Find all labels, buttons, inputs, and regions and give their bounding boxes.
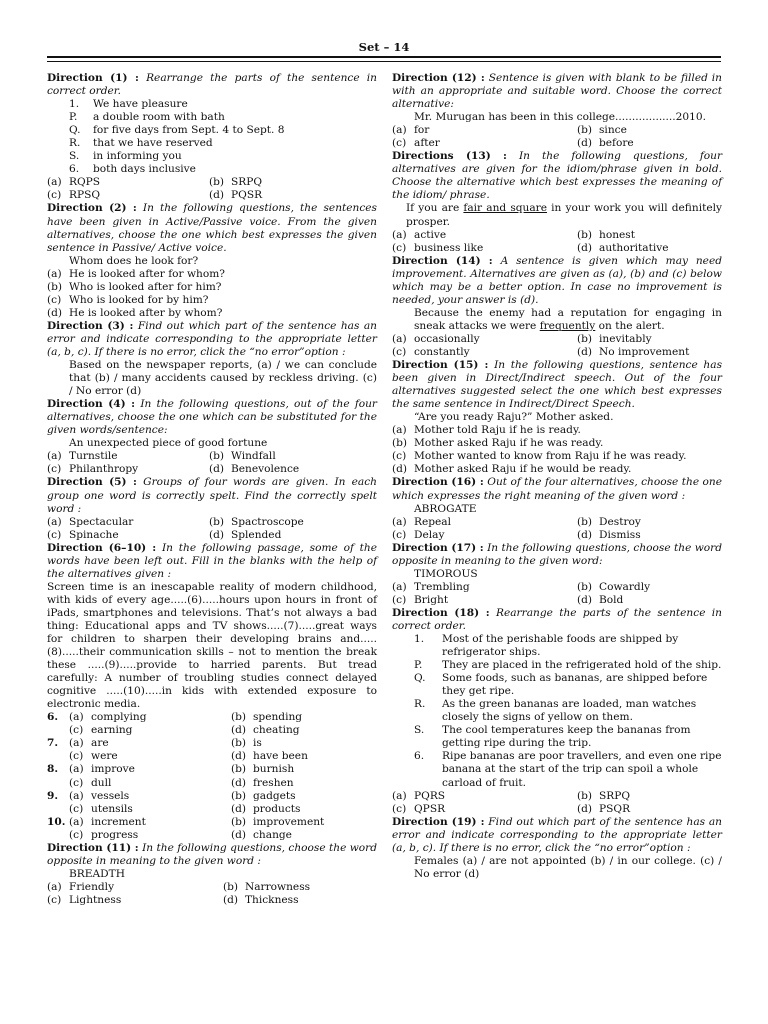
option-row bbox=[392, 594, 722, 607]
direction-text: Groups of four words are given. In each group one word is correctly spelt. Find the correctly spelt word : bbox=[47, 476, 377, 515]
option-row bbox=[392, 333, 722, 346]
direction-label: Direction (14) : bbox=[392, 254, 493, 267]
direction-1 bbox=[47, 72, 377, 98]
direction-text: In the following questions, four alternatives are given for the idiom/phrase given in bold. Choose the alternative which best expresses the meaning of the idiom/ phrase. bbox=[392, 150, 723, 202]
option-c[interactable]: (c) business like bbox=[392, 241, 484, 254]
option-b[interactable]: (b) Mother asked Raju if he was ready. bbox=[392, 437, 604, 450]
option-c[interactable]: (c) Philanthropy bbox=[47, 463, 139, 476]
direction-5 bbox=[47, 476, 377, 515]
direction-text: In the following questions, choose the word opposite in meaning to the given word: bbox=[392, 541, 723, 567]
option-d[interactable]: (d) before bbox=[577, 137, 634, 150]
part: 1. We have pleasure bbox=[69, 98, 188, 111]
question-stem: TIMOROUS bbox=[414, 567, 478, 580]
option-d[interactable]: (d) Benevolence bbox=[209, 463, 300, 476]
cloze-passage: Screen time is an inescapable reality of modern childhood, with kids of every age.....(6).....hours upon hours in front of iPads, smartphones and televisions. That’s not always a bad thing: Educational apps and TV shows.....(7).....great ways for children to sharpen their developing brains and.....(8).....their communication skills – not to mention the break these .....(9).....provide to harried parents. But tread carefully: A number of troubling studies connect delayed cognitive .....(10).....in kids with extended exposure to electronic media. bbox=[47, 580, 377, 711]
direction-text: In the following questions, choose the word opposite in meaning to the given word : bbox=[47, 841, 378, 867]
cloze-question-9: 9. (a) vessels (b) gadgets (c) utensils (d) products bbox=[47, 790, 377, 816]
question-stem: An unexpected piece of good fortune bbox=[69, 437, 268, 450]
option-b[interactable]: (b) Windfall bbox=[209, 450, 276, 463]
option-a[interactable]: (a) improve bbox=[69, 763, 135, 776]
option-c[interactable]: (c) were bbox=[69, 750, 118, 763]
direction-3 bbox=[47, 320, 377, 359]
part: R. that we have reserved bbox=[69, 137, 213, 150]
option-b[interactable]: (b) Narrowness bbox=[222, 880, 311, 893]
option-d[interactable]: (d) cheating bbox=[231, 724, 300, 737]
option-row bbox=[47, 529, 377, 542]
option-b[interactable]: (b) inevitably bbox=[577, 332, 652, 345]
option-c[interactable]: (c) Spinache bbox=[47, 528, 119, 541]
direction-text: Sentence is given with blank to be filled in with an appropriate and suitable word. Choose the correct alternative: bbox=[392, 72, 722, 111]
direction-label: Directions (13) : bbox=[392, 150, 507, 163]
option-b[interactable]: (b) Spactroscope bbox=[209, 515, 304, 528]
direction-text: Find out which part of the sentence has an error and indicate corresponding to the appropriate letter (a, b, c). If there is no error, click the “no error”option : bbox=[47, 319, 377, 358]
question-stem: If you are fair and square in your work you will definitely prosper. bbox=[406, 202, 722, 228]
question-stem: BREADTH bbox=[69, 867, 125, 880]
option-row bbox=[47, 450, 377, 463]
option-b[interactable]: (b) SRPQ bbox=[577, 789, 631, 802]
option-a[interactable]: (a) Mother told Raju if he is ready. bbox=[392, 424, 581, 437]
right-column bbox=[392, 72, 722, 881]
option-c[interactable]: (c) Delay bbox=[392, 528, 445, 541]
option-c[interactable]: (c) RPSQ bbox=[47, 189, 101, 202]
option-d[interactable]: (d) freshen bbox=[231, 776, 294, 789]
direction-label: Direction (4) : bbox=[47, 398, 136, 411]
option-a[interactable]: (a) Repeal bbox=[392, 515, 452, 528]
option-row bbox=[47, 894, 377, 907]
option-row bbox=[392, 242, 722, 255]
option-row bbox=[392, 346, 722, 359]
question-stem: “Are you ready Raju?” Mother asked. bbox=[414, 411, 614, 424]
option-c[interactable]: (c) earning bbox=[69, 724, 133, 737]
option-a[interactable]: (a) Friendly bbox=[47, 880, 115, 893]
direction-16 bbox=[392, 476, 722, 502]
direction-text: In the following passage, some of the words have been left out. Fill in the blanks with the help of the alternatives given : bbox=[47, 541, 377, 580]
option-d[interactable]: (d) Dismiss bbox=[577, 528, 641, 541]
option-a[interactable]: (a) PQRS bbox=[392, 789, 446, 802]
option-d[interactable]: (d) have been bbox=[231, 750, 308, 763]
direction-text: Out of the four alternatives, choose the one which expresses the right meaning of the given word : bbox=[392, 476, 722, 502]
option-a[interactable]: (a) Spectacular bbox=[47, 515, 134, 528]
option-d[interactable]: (d) Mother asked Raju if he would be ready. bbox=[392, 463, 632, 476]
option-c[interactable]: (c) progress bbox=[69, 828, 139, 841]
direction-18 bbox=[392, 607, 722, 633]
direction-label: Direction (2) : bbox=[47, 202, 137, 215]
option-c[interactable]: (c) after bbox=[392, 137, 440, 150]
direction-text: In the following questions, the sentences have been given in Active/Passive voice. From the given alternatives, choose the one which best expresses the given sentence in Passive/ Active voice. bbox=[47, 202, 377, 254]
idiom-phrase: fair and square bbox=[463, 202, 548, 215]
option-row bbox=[47, 516, 377, 529]
option-row bbox=[392, 229, 722, 242]
option-row bbox=[392, 124, 722, 137]
option-d[interactable]: (d) change bbox=[231, 828, 292, 841]
option-d[interactable]: (d) He is looked after by whom? bbox=[47, 306, 223, 319]
direction-text: A sentence is given which may need improvement. Alternatives are given as (a), (b) and (c) below which may be a better option. In case no improvement is needed, your answer is (d). bbox=[392, 254, 722, 306]
direction-label: Direction (12) : bbox=[392, 72, 485, 84]
option-b[interactable]: (b) SRPQ bbox=[209, 176, 263, 189]
part: P. a double room with bath bbox=[69, 111, 225, 124]
part: Q. for five days from Sept. 4 to Sept. 8 bbox=[69, 124, 285, 137]
option-a[interactable]: (a) Trembling bbox=[392, 580, 470, 593]
direction-2 bbox=[47, 202, 377, 254]
option-d[interactable]: (d) products bbox=[231, 802, 301, 815]
direction-label: Direction (18) : bbox=[392, 606, 490, 619]
direction-label: Direction (5) : bbox=[47, 476, 137, 489]
option-row bbox=[392, 137, 722, 150]
option-a[interactable]: (a) are bbox=[69, 737, 109, 750]
direction-label: Direction (6–10) : bbox=[47, 541, 157, 554]
direction-text: In the following questions, out of the four alternatives, choose the one which can be substituted for the given words/sentence: bbox=[47, 398, 378, 437]
option-a[interactable]: (a) He is looked after for whom? bbox=[47, 267, 225, 280]
option-a[interactable]: (a) for bbox=[392, 124, 430, 137]
question-stem: Because the enemy had a reputation for engaging in sneak attacks we were frequently on the alert. bbox=[414, 306, 722, 332]
direction-label: Direction (15) : bbox=[392, 359, 489, 372]
option-a[interactable]: (a) complying bbox=[69, 711, 147, 724]
question-stem: Females (a) / are not appointed (b) / in our college. (c) / No error (d) bbox=[414, 854, 722, 880]
option-row bbox=[47, 463, 377, 476]
option-b[interactable]: (b) Cowardly bbox=[577, 580, 651, 593]
direction-text: In the following questions, sentence has been given in Direct/Indirect speech. Out of the four alternatives suggested select the one which best expresses the same sentence in Indirect/Direct Speech. bbox=[392, 359, 723, 411]
part: 1. Most of the perishable foods are shipped by refrigerator ships. bbox=[414, 633, 679, 659]
cloze-question-7: 7. (a) are (b) is (c) were (d) have been bbox=[47, 737, 377, 763]
option-d[interactable]: (d) authoritative bbox=[577, 241, 669, 254]
option-b[interactable]: (b) Who is looked after for him? bbox=[47, 280, 222, 293]
option-row bbox=[47, 176, 377, 189]
option-c[interactable]: (c) QPSR bbox=[392, 802, 446, 815]
option-c[interactable]: (c) Lightness bbox=[47, 893, 122, 906]
option-d[interactable]: (d) Bold bbox=[577, 593, 624, 606]
option-d[interactable]: (d) Thickness bbox=[222, 893, 299, 906]
part: S. in informing you bbox=[69, 150, 182, 163]
cloze-question-10: 10. (a) increment (b) improvement (c) progress (d) change bbox=[47, 816, 377, 842]
option-c[interactable]: (c) dull bbox=[69, 776, 112, 789]
direction-14 bbox=[392, 255, 722, 307]
question-stem: Whom does he look for? bbox=[69, 254, 199, 267]
cloze-question-6: 6. (a) complying (b) spending (c) earning (d) cheating bbox=[47, 711, 377, 737]
part: 6. Ripe bananas are poor travellers, and even one ripe banana at the start of the trip can spoil a whole carload of fruit. bbox=[414, 750, 722, 789]
direction-text: Find out which part of the sentence has an error and indicate corresponding to the appropriate letter (a, b, c). If there is no error, click the “no error”option : bbox=[392, 815, 722, 854]
option-row bbox=[47, 881, 377, 894]
option-a[interactable]: (a) Turnstile bbox=[47, 450, 118, 463]
direction-15 bbox=[392, 359, 722, 411]
question-stem: Based on the newspaper reports, (a) / we can conclude that (b) / many accidents caused by reckless driving. (c) / No error (d) bbox=[69, 359, 377, 398]
direction-17 bbox=[392, 542, 722, 568]
option-b[interactable]: (b) improvement bbox=[231, 815, 325, 828]
option-row bbox=[392, 581, 722, 594]
option-b[interactable]: (b) gadgets bbox=[231, 789, 296, 802]
left-column bbox=[47, 72, 377, 907]
part: S. The cool temperatures keep the bananas from getting ripe during the trip. bbox=[414, 724, 691, 750]
option-a[interactable]: (a) occasionally bbox=[392, 332, 480, 345]
direction-label: Direction (19) : bbox=[392, 815, 485, 828]
direction-13 bbox=[392, 150, 722, 202]
rearrange-parts-18 bbox=[392, 633, 722, 790]
option-b[interactable]: (b) is bbox=[231, 737, 262, 750]
direction-text: Rearrange the parts of the sentence in correct order. bbox=[47, 72, 377, 98]
part: Q. Some foods, such as bananas, are shipped before they get ripe. bbox=[414, 672, 708, 698]
underlined-word: frequently bbox=[539, 319, 596, 332]
option-c[interactable]: (c) Mother wanted to know from Raju if he was ready. bbox=[392, 450, 687, 463]
rearrange-parts-1 bbox=[47, 98, 377, 176]
option-row bbox=[392, 516, 722, 529]
option-a[interactable]: (a) RQPS bbox=[47, 176, 101, 189]
direction-label: Direction (1) : bbox=[47, 72, 139, 84]
option-a[interactable]: (a) vessels bbox=[69, 789, 130, 802]
direction-4 bbox=[47, 398, 377, 437]
cloze-question-8: 8. (a) improve (b) burnish (c) dull (d) freshen bbox=[47, 763, 377, 789]
option-b[interactable]: (b) burnish bbox=[231, 763, 295, 776]
option-c[interactable]: (c) Bright bbox=[392, 593, 449, 606]
option-row bbox=[47, 189, 377, 202]
option-b[interactable]: (b) since bbox=[577, 124, 627, 137]
direction-label: Direction (17) : bbox=[392, 541, 484, 554]
option-d[interactable]: (d) PQSR bbox=[209, 189, 263, 202]
option-a[interactable]: (a) active bbox=[392, 228, 447, 241]
part: R. As the green bananas are loaded, man watches closely the signs of yellow on them. bbox=[414, 698, 697, 724]
direction-6-10 bbox=[47, 542, 377, 581]
option-b[interactable]: (b) honest bbox=[577, 228, 635, 241]
direction-19 bbox=[392, 816, 722, 855]
direction-label: Direction (16) : bbox=[392, 476, 484, 489]
question-stem: Mr. Murugan has been in this college..................2010. bbox=[414, 111, 706, 124]
part: 6. both days inclusive bbox=[69, 163, 196, 176]
question-stem: ABROGATE bbox=[414, 502, 477, 515]
option-c[interactable]: (c) utensils bbox=[69, 802, 133, 815]
direction-12 bbox=[392, 72, 722, 111]
option-c[interactable]: (c) constantly bbox=[392, 345, 470, 358]
direction-11 bbox=[47, 842, 377, 868]
option-row bbox=[392, 803, 722, 816]
part: P. They are placed in the refrigerated hold of the ship. bbox=[414, 659, 722, 672]
page-header: Set – 14 bbox=[358, 40, 410, 54]
option-d[interactable]: (d) PSQR bbox=[577, 802, 631, 815]
direction-text: Rearrange the parts of the sentence in correct order. bbox=[392, 606, 722, 632]
header-rule-thick bbox=[47, 56, 721, 58]
option-d[interactable]: (d) Splended bbox=[209, 528, 282, 541]
option-a[interactable]: (a) increment bbox=[69, 815, 146, 828]
option-row bbox=[392, 529, 722, 542]
option-b[interactable]: (b) Destroy bbox=[577, 515, 641, 528]
header-rule-thin bbox=[47, 61, 721, 62]
direction-label: Direction (11) : bbox=[47, 841, 139, 854]
option-row bbox=[392, 790, 722, 803]
option-c[interactable]: (c) Who is looked for by him? bbox=[47, 293, 209, 306]
option-b[interactable]: (b) spending bbox=[231, 711, 303, 724]
direction-label: Direction (3) : bbox=[47, 319, 134, 332]
option-d[interactable]: (d) No improvement bbox=[577, 345, 690, 358]
